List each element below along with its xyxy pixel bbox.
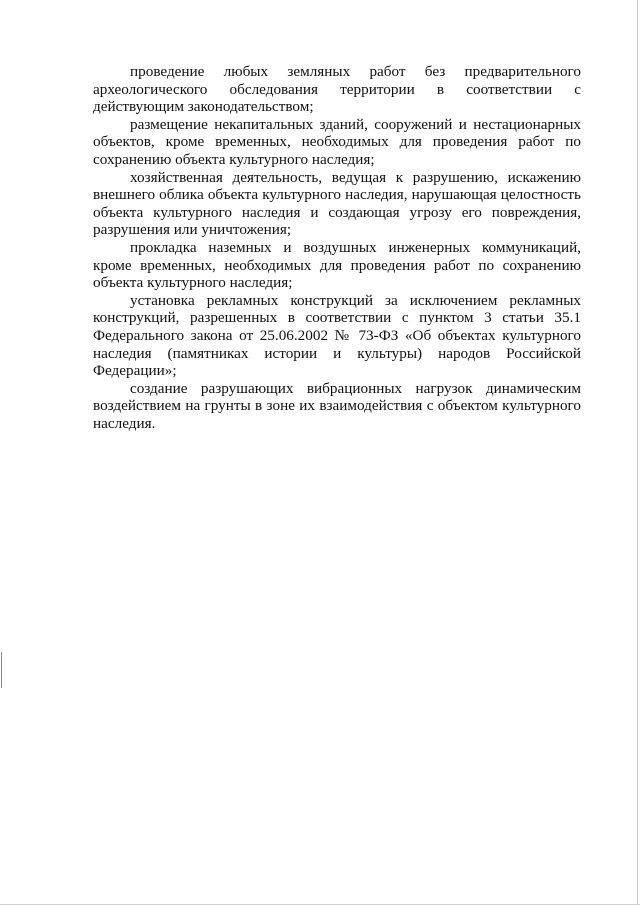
paragraph-advertising: установка рекламных конструкций за исключением рекламных конструкций, разрешенных в соответствии с пунктом 3 статьи 35.1 Федерального закона от 25.06.2002 № 73-ФЗ «Об объектах культурного наследия (памятниках истории и культуры) народов Российской Федерации»; (93, 291, 581, 380)
scan-edge-right (637, 0, 638, 905)
paragraph-earthworks: проведение любых земляных работ без предварительного археологического обследования территории в соответствии с действующим законодательством; (93, 63, 581, 116)
paragraph-vibration: создание разрушающих вибрационных нагрузок динамическим воздействием на грунты в зоне их взаимодействия с объектом культурного наследия. (93, 379, 581, 432)
paragraph-economic-activity: хозяйственная деятельность, ведущая к разрушению, искажению внешнего облика объекта культурного наследия, нарушающая целостность объекта культурного наследия и создающая угрозу его повреждения, разрушения или уничтожения; (93, 168, 581, 239)
paragraph-communications: прокладка наземных и воздушных инженерных коммуникаций, кроме временных, необходимых для проведения работ по сохранению объекта культурного наследия; (93, 238, 581, 292)
document-body (93, 63, 581, 432)
scan-edge-mark-left (1, 652, 2, 688)
paragraph-buildings: размещение некапитальных зданий, сооружений и нестационарных объектов, кроме временных, необходимых для проведения работ по сохранению объекта культурного наследия; (93, 115, 581, 168)
